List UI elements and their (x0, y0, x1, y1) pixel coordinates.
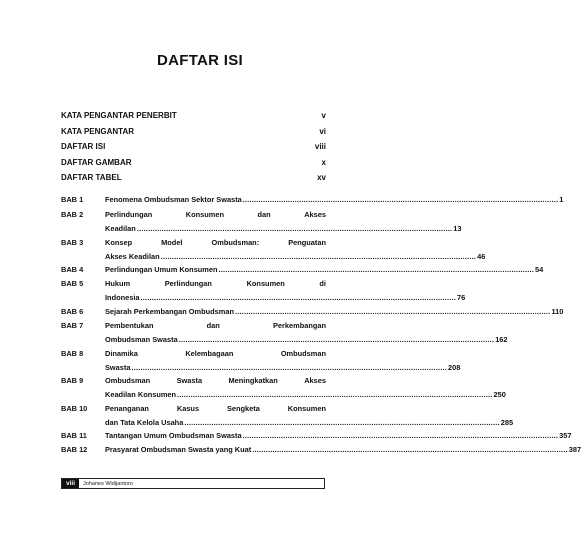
chapter-title: Fenomena Ombudsman Sektor Swasta (105, 195, 242, 204)
toc-entry-label: DAFTAR TABEL (61, 173, 122, 182)
chapter-title-line (105, 402, 326, 416)
chapter-title-line (105, 277, 326, 291)
dot-leader: ............................................................................................................................................ (234, 307, 551, 316)
chapter-title-word: dan (206, 321, 220, 330)
dot-leader: ............................................................................................................................................ (242, 195, 559, 204)
chapter-title: Keadilan (105, 223, 136, 233)
chapter-number: BAB 4 (61, 265, 84, 274)
chapter-title-word: dan (257, 210, 271, 219)
chapter-title-word: Penguatan (288, 238, 326, 247)
toc-entry[interactable] (61, 170, 326, 186)
chapter-title-word: Konsumen (287, 404, 326, 413)
footer-page-number: viii (62, 479, 79, 488)
chapter-title-word: Konsumen (185, 210, 224, 219)
chapter-number: BAB 1 (61, 195, 84, 204)
chapter-title: Tantangan Umum Ombudsman Swasta (105, 431, 242, 440)
chapter-title-word: Konsep (105, 238, 133, 247)
dot-leader: ............................................................................................................................................ (252, 445, 568, 454)
toc-entry-page: xv (317, 173, 326, 182)
dot-leader: ............................................................................................................................................ (177, 389, 493, 399)
dot-leader: ............................................................................................................................................ (160, 251, 477, 261)
chapter-page: 208 (447, 362, 461, 372)
chapter-number: BAB 8 (61, 349, 84, 358)
chapter-page: 46 (477, 251, 486, 261)
toc-entry-label: DAFTAR GAMBAR (61, 157, 132, 167)
chapter-page: 76 (456, 292, 466, 302)
chapter-title-line (105, 347, 326, 361)
chapter-title-word: Sengketa (226, 404, 260, 413)
toc-entry-page: x (321, 157, 326, 167)
chapter-page: 162 (495, 334, 508, 344)
chapter-number: BAB 11 (61, 431, 87, 440)
chapter-title-word: Hukum (105, 279, 131, 288)
chapter-number: BAB 9 (61, 376, 84, 385)
chapter-title-line (105, 236, 326, 250)
chapter-page: 54 (535, 265, 544, 274)
toc-entry-label: KATA PENGANTAR PENERBIT (61, 111, 177, 120)
toc-entry[interactable] (61, 155, 326, 171)
chapter-title: dan Tata Kelola Usaha (105, 417, 184, 427)
chapter-title-word: Perlindungan (164, 279, 212, 288)
dot-leader: ............................................................................................................................................ (218, 265, 534, 274)
chapter-number: BAB 5 (61, 279, 84, 288)
front-matter-list (61, 108, 326, 186)
toc-entry[interactable] (61, 108, 326, 124)
toc-entry-page: v (321, 111, 326, 120)
chapter-title-word: di (319, 279, 326, 288)
page-title: DAFTAR ISI (156, 52, 244, 69)
chapter-title-word: Penanganan (105, 404, 149, 413)
chapter-page: 1 (559, 195, 564, 204)
chapter-title-word: Kelembagaan (185, 349, 234, 358)
chapter-page: 357 (559, 431, 572, 440)
chapter-number: BAB 3 (61, 238, 84, 247)
chapter-number: BAB 7 (61, 321, 84, 330)
chapter-title-word: Perlindungan (105, 210, 153, 219)
dot-leader: ............................................................................................................................................ (131, 362, 447, 372)
chapter-title: Akses Keadilan (105, 251, 160, 261)
chapter-title: Ombudsman Swasta (105, 334, 178, 344)
chapter-title-word: Perkembangan (272, 321, 326, 330)
dot-leader: ............................................................................................................................................ (140, 292, 456, 302)
toc-entry[interactable] (61, 139, 326, 155)
footer-author: Johanes Widijantoro (83, 480, 133, 487)
chapter-title: Swasta (105, 362, 131, 372)
chapter-title-word: Akses (304, 210, 326, 219)
chapter-title-word: Pembentukan (105, 321, 154, 330)
chapter-title-word: Ombudsman: (211, 238, 260, 247)
chapter-page: 110 (551, 307, 564, 316)
chapter-page: 285 (500, 417, 514, 427)
chapter-title: Sejarah Perkembangan Ombudsman (105, 307, 234, 316)
chapter-title-line (105, 319, 326, 333)
dot-leader: ............................................................................................................................................ (178, 334, 495, 344)
toc-entry-page: viii (314, 142, 326, 151)
dot-leader: ............................................................................................................................................ (136, 223, 453, 233)
chapter-title-word: Model (161, 238, 183, 247)
page-footer (61, 478, 325, 489)
chapter-title-word: Ombudsman (105, 376, 151, 385)
chapter-page: 13 (453, 223, 462, 233)
chapter-page: 250 (493, 389, 506, 399)
toc-entry-label: KATA PENGANTAR (61, 126, 135, 136)
chapter-title-word: Kasus (176, 404, 200, 413)
toc-entry[interactable] (61, 124, 326, 140)
chapter-title-line (105, 374, 326, 388)
toc-entry-label: DAFTAR ISI (61, 142, 106, 151)
chapter-title: Indonesia (105, 292, 140, 302)
dot-leader: ............................................................................................................................................ (242, 431, 559, 440)
chapter-title-word: Ombudsman (280, 349, 326, 358)
chapter-number: BAB 6 (61, 307, 84, 316)
chapter-title-word: Dinamika (105, 349, 138, 358)
chapter-number: BAB 10 (61, 404, 88, 413)
chapter-number: BAB 12 (61, 445, 88, 454)
chapter-number: BAB 2 (61, 210, 84, 219)
chapter-title: Perlindungan Umum Konsumen (105, 265, 218, 274)
chapter-title-word: Akses (304, 376, 326, 385)
chapter-title: Keadilan Konsumen (105, 389, 177, 399)
chapter-title-word: Meningkatkan (228, 376, 278, 385)
dot-leader: ............................................................................................................................................ (184, 417, 500, 427)
chapter-title-word: Swasta (176, 376, 203, 385)
chapter-title-word: Konsumen (246, 279, 285, 288)
toc-entry-page: vi (319, 126, 326, 136)
chapter-page: 387 (568, 445, 581, 454)
chapter-title: Prasyarat Ombudsman Swasta yang Kuat (105, 445, 252, 454)
chapter-title-line (105, 208, 326, 222)
